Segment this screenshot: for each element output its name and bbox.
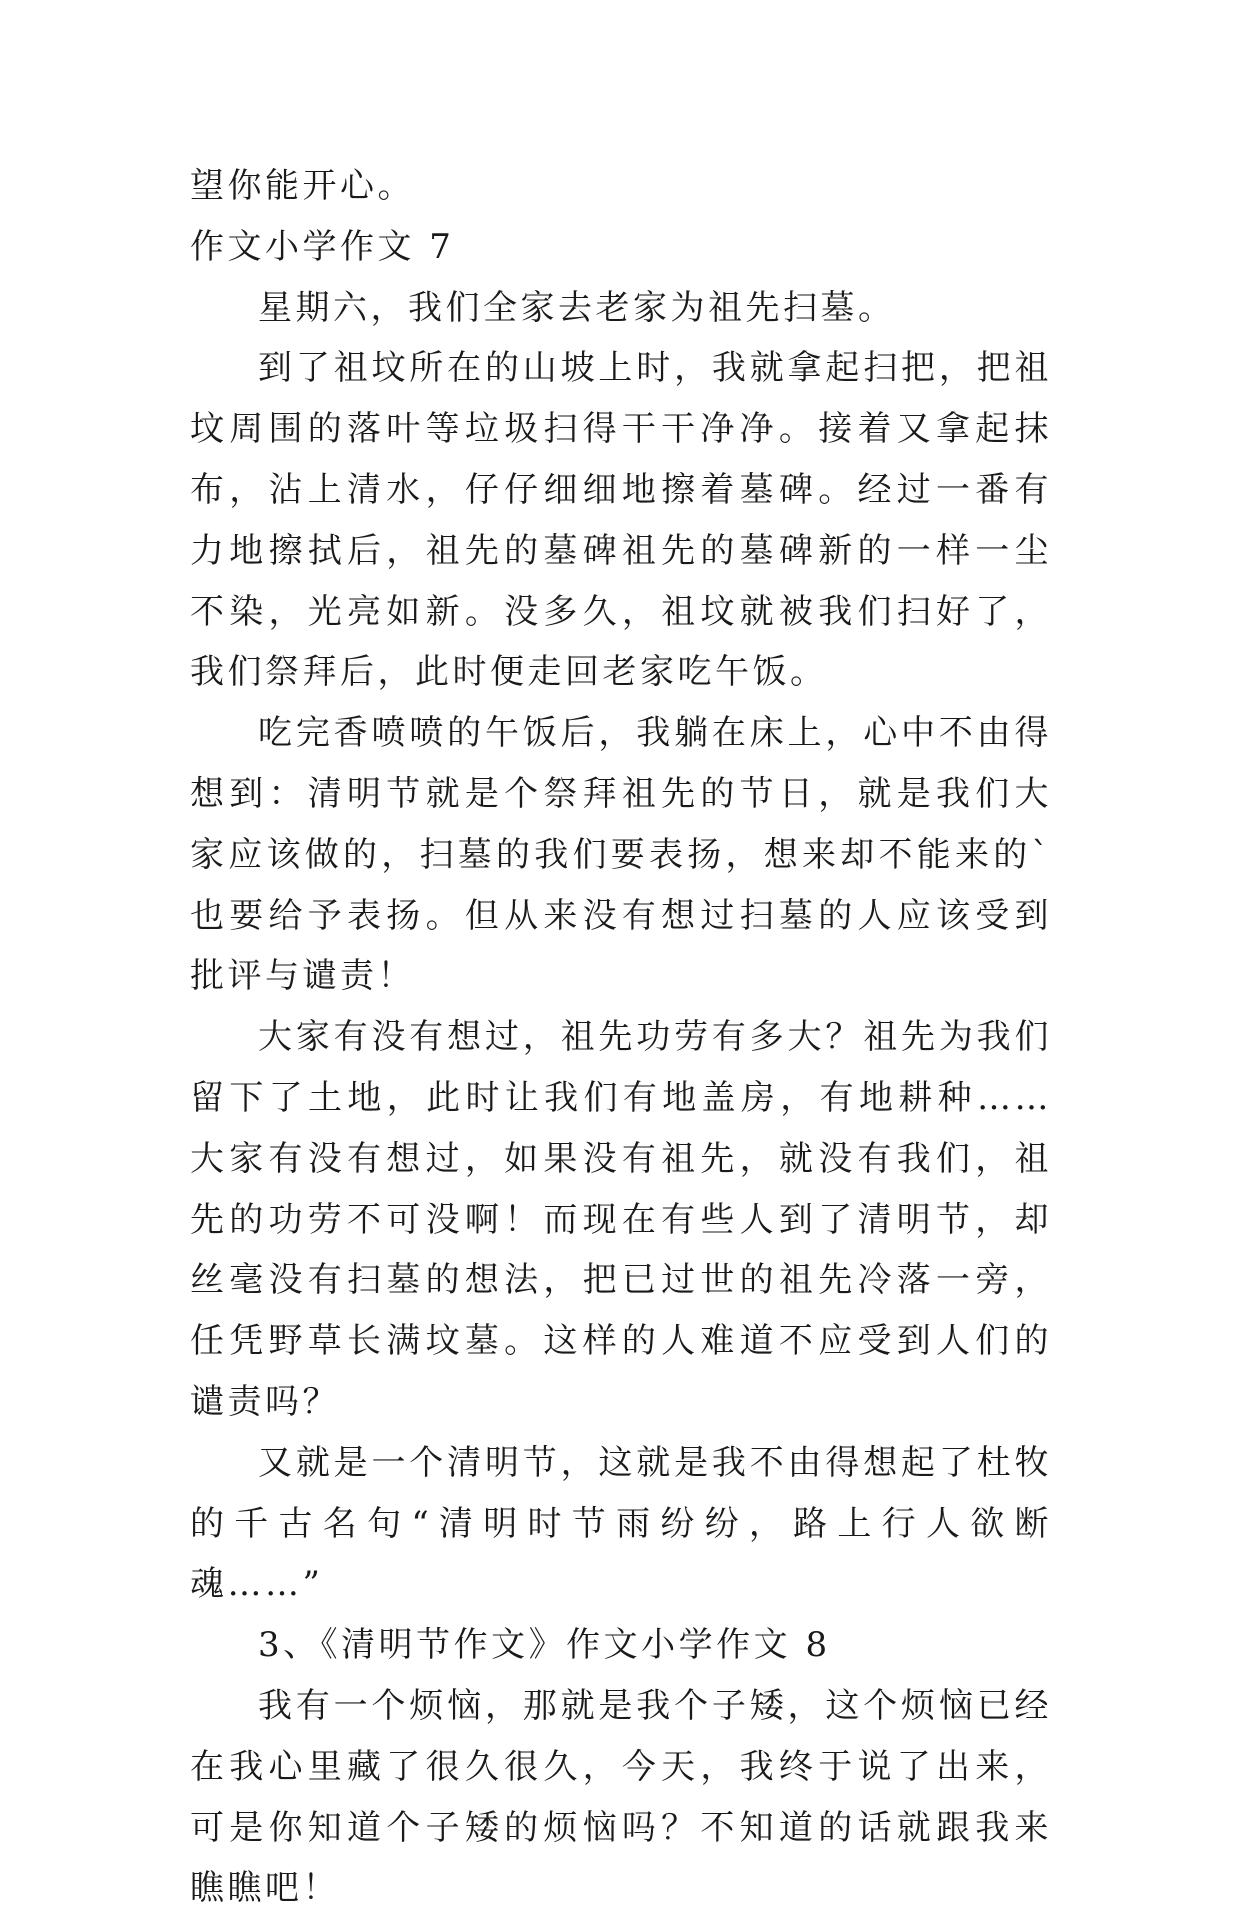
paragraph: 星期六，我们全家去老家为祖先扫墓。 bbox=[258, 287, 896, 328]
paragraph: 大家有没有想过，祖先功劳有多大？祖先为我们留下了土地，此时让我们有地盖房，有地耕种……大家有没有想过，如果没有祖先，就没有我们，祖先的功劳不可没啊！而现在有些人到了清明节，却丝毫没有扫墓的想法，把已过世的祖先冷落一旁，任凭野草长满坟墓。这样的人难道不应受到人们的谴责吗？ bbox=[190, 1017, 1052, 1422]
paragraph: 我有一个烦恼，那就是我个子矮，这个烦恼已经在我心里藏了很久很久，今天，我终于说了出来，可是你知道个子矮的烦恼吗？不知道的话就跟我来瞧瞧吧！ bbox=[190, 1685, 1052, 1909]
paragraph: 吃完香喷喷的午饭后，我躺在床上，心中不由得想到：清明节就是个祭拜祖先的节日，就是我们大家应该做的，扫墓的我们要表扬，想来却不能来的`也要给予表扬。但从来没有想过扫墓的人应该受到批评与谴责！ bbox=[190, 713, 1052, 997]
section-heading: 3、《清明节作文》作文小学作文 8 bbox=[258, 1625, 831, 1666]
paragraph: 到了祖坟所在的山坡上时，我就拿起扫把，把祖坟周围的落叶等垃圾扫得干干净净。接着又拿起抹布，沾上清水，仔仔细细地擦着墓碑。经过一番有力地擦拭后，祖先的墓碑祖先的墓碑新的一样一尘不染，光亮如新。没多久，祖坟就被我们扫好了，我们祭拜后，此时便走回老家吃午饭。 bbox=[190, 348, 1052, 693]
paragraph: 又就是一个清明节，这就是我不由得想起了杜牧的千古名句“清明时节雨纷纷，路上行人欲断魂……” bbox=[190, 1442, 1052, 1605]
paragraph: 望你能开心。 bbox=[190, 166, 415, 206]
section-heading: 作文小学作文 7 bbox=[190, 226, 455, 267]
document-body bbox=[190, 156, 1052, 1919]
